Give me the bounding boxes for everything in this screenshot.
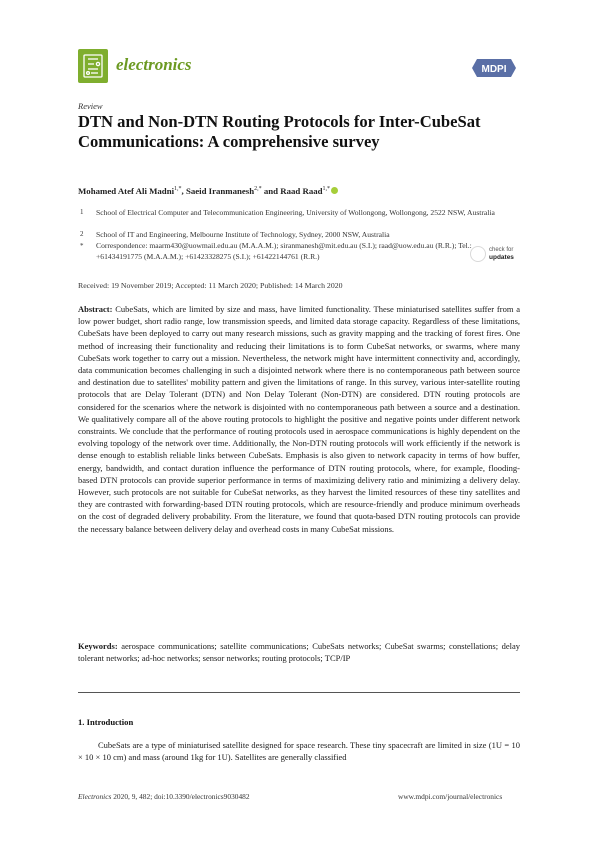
author-affil-mark: 2,*	[254, 186, 262, 193]
keywords-text: aerospace communications; satellite communications; CubeSats networks; CubeSat swarms; constellations; delay tolerant networks; ad-hoc networks; sensor networks; routing protocols; TCP/IP	[78, 641, 521, 664]
footer-citation-text: 2020, 9, 482; doi:10.3390/electronics9030482	[111, 792, 250, 801]
affiliation-mark: 2	[80, 230, 84, 238]
check-updates-line2: updates	[489, 254, 514, 261]
mdpi-logo-text: MDPI	[481, 64, 507, 75]
article-type: Review	[78, 101, 103, 111]
orcid-icon[interactable]	[331, 187, 338, 194]
footer-url[interactable]: www.mdpi.com/journal/electronics	[398, 792, 503, 801]
circuit-icon	[78, 49, 108, 83]
author-name[interactable]: Saeid Iranmanesh	[185, 186, 255, 196]
mdpi-logo[interactable]	[471, 57, 517, 79]
publication-dates: Received: 19 November 2019; Accepted: 11 March 2020; Published: 14 March 2020	[78, 281, 343, 290]
check-for-updates-badge[interactable]	[470, 244, 520, 268]
intro-paragraph	[78, 739, 520, 763]
check-updates-icon	[470, 246, 486, 262]
affiliation-2: School of IT and Engineering, Melbourne Institute of Technology, Sydney, 2000 NSW, Australia	[96, 230, 390, 239]
keywords	[78, 640, 520, 664]
author-affil-mark: 1,*	[322, 186, 331, 193]
intro-text: CubeSats are a type of miniaturised satellite designed for space research. These tiny spacecraft are limited in size (1U = 10 × 10 × 10 cm) and mass (around 1kg for 1U). Satellites are generally classified	[78, 740, 520, 763]
article-title: DTN and Non-DTN Routing Protocols for Inter-CubeSat Communications: A comprehensive survey	[78, 112, 481, 151]
abstract-text: CubeSats, which are limited by size and mass, have limited functionality. These miniaturised satellites suffer from a low power budget, short radio range, low transmission speeds, and limited data storage capacity. Regardless of these limitations, CubeSats have been deployed to carry out many research missions, such as gravity mapping and the tracking of forest fires. One method of increasing their functionality and reducing their limitations is to form CubeSat networks, or swarms, where many CubeSats work together to carry out a mission. Nevertheless, the network might have intermittent connectivity and, accordingly, data communication becomes challenging in such a disjointed network where there is no contemporaneous path between source and destination due to satellites' mobility pattern and given the limitations of range. In this survey, various inter-satellite routing protocols that are Delay Tolerant (DTN) and Non Delay Tolerant (Non-DTN) are considered. DTN routing protocols are considered for the scenarios where the network is disjointed with no contemporaneous path between a source and a destination. We qualitatively compare all of the above routing protocols to highlight the positive and negative points under different network constraints. We conclude that the performance of routing protocols used in aerospace communications is highly dependent on the evolving topology of the network over time. Additionally, the Non-DTN routing protocols will work efficiently if the network is dense enough to establish reliable links between CubeSats. Emphasis is also given to network capacity in terms of how buffer, energy, bandwidth, and contact duration influence the performance of DTN routing protocols, where, for example, flooding-based DTN protocols can provide superior performance in terms of maximizing delivery ratio and minimizing a delivery delay. However, such protocols are not suitable for CubeSat networks, as they harvest the limited resources of these tiny satellites and they are contrasted with forwarding-based DTN routing protocols, which are resource-friendly and produce minimum overheads on the cost of degraded delivery probability. From the literature, we found that quota-based DTN routing protocols can provide the necessary balance between delivery delay and overhead costs in many CubeSat missions.	[78, 304, 520, 534]
affiliation-1: School of Electrical Computer and Telecommunication Engineering, University of Wollongong, Wollongong, 2522 NSW, Australia	[96, 208, 495, 217]
author-name[interactable]: Mohamed Atef Ali Madni	[78, 186, 175, 196]
author-name[interactable]: Raad Raad	[280, 186, 323, 196]
author-separator: ,	[181, 186, 186, 196]
journal-name[interactable]: electronics	[116, 55, 192, 74]
abstract	[78, 303, 520, 535]
author-list	[78, 186, 338, 196]
section-heading: 1. Introduction	[78, 717, 134, 727]
check-updates-line1: check for	[489, 247, 514, 253]
author-separator: and	[261, 186, 281, 196]
correspondence: Correspondence: maarm430@uowmail.edu.au (M.A.A.M.); siranmanesh@mit.edu.au (S.I.); raad@uow.edu.au (R.R.); Tel.: +61434191775 (M.A.A.M.); +61423328275 (S.I.); +61422144761 (R.R.)	[96, 241, 472, 261]
correspondence-mark: *	[80, 242, 84, 250]
abstract-label: Abstract:	[78, 304, 113, 314]
journal-logo	[78, 49, 108, 83]
author-affil-mark: 1,*	[174, 186, 182, 193]
footer-journal: Electronics	[78, 792, 112, 801]
keywords-label: Keywords:	[78, 641, 118, 651]
section-divider	[78, 692, 520, 693]
footer-citation	[78, 792, 250, 801]
affiliation-mark: 1	[80, 208, 84, 216]
